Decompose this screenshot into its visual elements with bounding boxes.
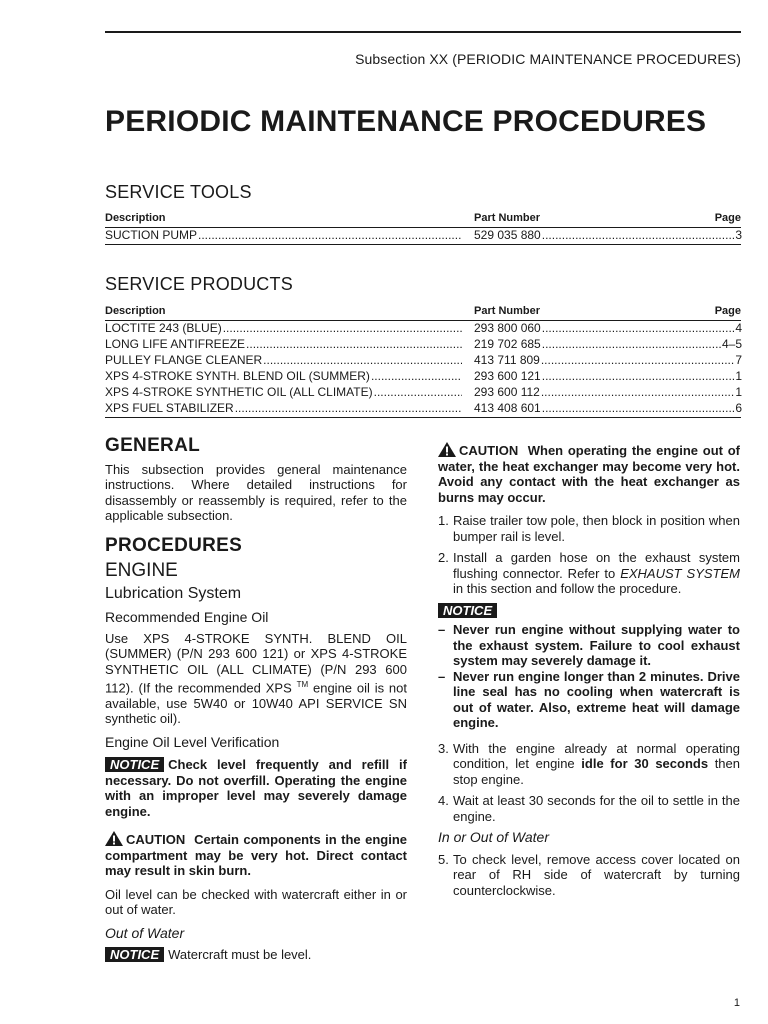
product-page: 4 [735, 321, 742, 335]
product-description: LONG LIFE ANTIFREEZE [105, 337, 246, 351]
list-item: 1. Raise trailer tow pole, then block in position when bumper rail is level. [438, 513, 740, 544]
product-page: 1 [735, 385, 742, 399]
col-part-number: Part Number [474, 212, 541, 224]
tool-description: SUCTION PUMP [105, 228, 198, 242]
page-number: 1 [733, 997, 740, 1009]
table-row [105, 401, 741, 417]
product-part-number: 219 702 685 [474, 337, 541, 351]
product-description: XPS FUEL STABILIZER [105, 401, 234, 415]
procedures-heading: PROCEDURES [105, 534, 243, 556]
notice-block [438, 603, 740, 619]
caution-label: CAUTION [459, 443, 519, 458]
table-row [105, 321, 741, 337]
product-page: 6 [735, 401, 742, 415]
list-item: 5. To check level, remove access cover located on rear of RH side of watercraft by turning counterclockwise. [438, 851, 740, 898]
engine-heading: ENGINE [105, 560, 178, 581]
table-rule [105, 244, 741, 245]
table-row [105, 353, 741, 369]
lubrication-heading: Lubrication System [105, 584, 242, 602]
list-item: – Never run engine without supplying water to the exhaust system. Failure to cool exhaust system may severely damage it. [438, 622, 740, 668]
product-description: LOCTITE 243 (BLUE) [105, 321, 222, 335]
tool-page: 3 [735, 228, 742, 242]
service-products-table [105, 305, 741, 418]
table-rule [105, 417, 741, 418]
product-page: 1 [735, 369, 742, 383]
service-products-heading: SERVICE PRODUCTS [105, 274, 293, 294]
notice-paragraph: NOTICE Watercraft must be level. [105, 947, 407, 963]
subsection-header: Subsection XX (PERIODIC MAINTENANCE PROCEDURES) [355, 51, 741, 67]
caution-paragraph: CAUTION Certain components in the engine compartment may be very hot. Direct contact may result in skin burn. [105, 832, 407, 879]
notice-badge: NOTICE [438, 603, 497, 618]
steps-list [438, 741, 740, 825]
product-description: XPS 4-STROKE SYNTH. BLEND OIL (SUMMER) [105, 369, 370, 383]
trademark: TM [296, 680, 309, 689]
notice-badge: NOTICE [105, 757, 164, 772]
col-page: Page [714, 305, 741, 317]
oil-check-text: Oil level can be checked with watercraft either in or out of water. [105, 886, 407, 918]
left-column [105, 435, 407, 971]
in-or-out-heading: In or Out of Water [438, 829, 550, 845]
warning-icon [438, 442, 456, 457]
recommended-oil-heading: Recommended Engine Oil [105, 609, 269, 625]
product-page: 4–5 [721, 337, 742, 351]
table-header [105, 212, 741, 227]
caution-label: CAUTION [126, 832, 186, 848]
tool-part-number: 529 035 880 [474, 228, 541, 242]
product-description: PULLEY FLANGE CLEANER [105, 353, 263, 367]
out-of-water-heading: Out of Water [105, 924, 185, 941]
product-page: 7 [735, 353, 742, 367]
recommended-oil-text: Use XPS 4-STROKE SYNTH. BLEND OIL (SUMMER) (P/N 293 600 121) or XPS 4-STROKE SYNTHETIC OIL (ALL CLIMATE) (P/N 293 600 112). (If the recommended XPS ™ engine oil is not available, use 5W40 or 10W40 API SERVICE SN synthetic oil). [105, 630, 407, 727]
product-part-number: 293 800 060 [474, 321, 541, 335]
col-page: Page [714, 212, 741, 224]
warning-icon [105, 831, 123, 846]
product-part-number: 413 408 601 [474, 401, 541, 415]
top-rule [105, 31, 741, 33]
page-title: PERIODIC MAINTENANCE PROCEDURES [105, 105, 707, 138]
col-part-number: Part Number [474, 305, 541, 317]
list-item: 3. With the engine already at normal operating condition, let engine idle for 30 seconds then stop engine. [438, 740, 740, 787]
table-row [105, 385, 741, 401]
service-tools-heading: SERVICE TOOLS [105, 182, 252, 202]
product-part-number: 293 600 121 [474, 369, 541, 383]
right-column [438, 442, 740, 904]
table-header [105, 305, 741, 320]
product-part-number: 293 600 112 [474, 385, 540, 399]
general-text: This subsection provides general maintenance instructions. Where detailed instructions for disassembly or reassembly is required, refer to the applicable subsection. [105, 461, 407, 523]
table-row [105, 228, 741, 244]
product-part-number: 413 711 809 [474, 353, 540, 367]
table-row [105, 369, 741, 385]
steps-list [438, 513, 740, 597]
notice-list [438, 622, 740, 731]
service-tools-table [105, 212, 741, 245]
steps-list [438, 852, 740, 899]
notice-paragraph: NOTICE Check level frequently and refill if necessary. Do not overfill. Operating the engine with an improper level may severely damage engine. [105, 757, 407, 819]
notice-badge: NOTICE [105, 947, 164, 962]
list-item: – Never run engine longer than 2 minutes. Drive line seal has no cooling when watercraft is out of water. Also, extreme heat will damage engine. [438, 668, 740, 730]
general-heading: GENERAL [105, 435, 200, 456]
exhaust-system-ref: EXHAUST SYSTEM [620, 565, 741, 581]
list-item: 2. Install a garden hose on the exhaust system flushing connector. Refer to EXHAUST SYSTEM in this section and follow the procedure. [438, 550, 741, 596]
table-row [105, 337, 741, 353]
caution-paragraph: CAUTION When operating the engine out of water, the heat exchanger may become very hot. Avoid any contact with the heat exchanger as burns may occur. [438, 443, 740, 505]
col-description: Description [105, 212, 166, 224]
col-description: Description [105, 305, 166, 317]
list-item: 4. Wait at least 30 seconds for the oil to settle in the engine. [438, 793, 740, 824]
product-description: XPS 4-STROKE SYNTHETIC OIL (ALL CLIMATE) [105, 385, 373, 399]
oil-level-heading: Engine Oil Level Verification [105, 733, 280, 750]
